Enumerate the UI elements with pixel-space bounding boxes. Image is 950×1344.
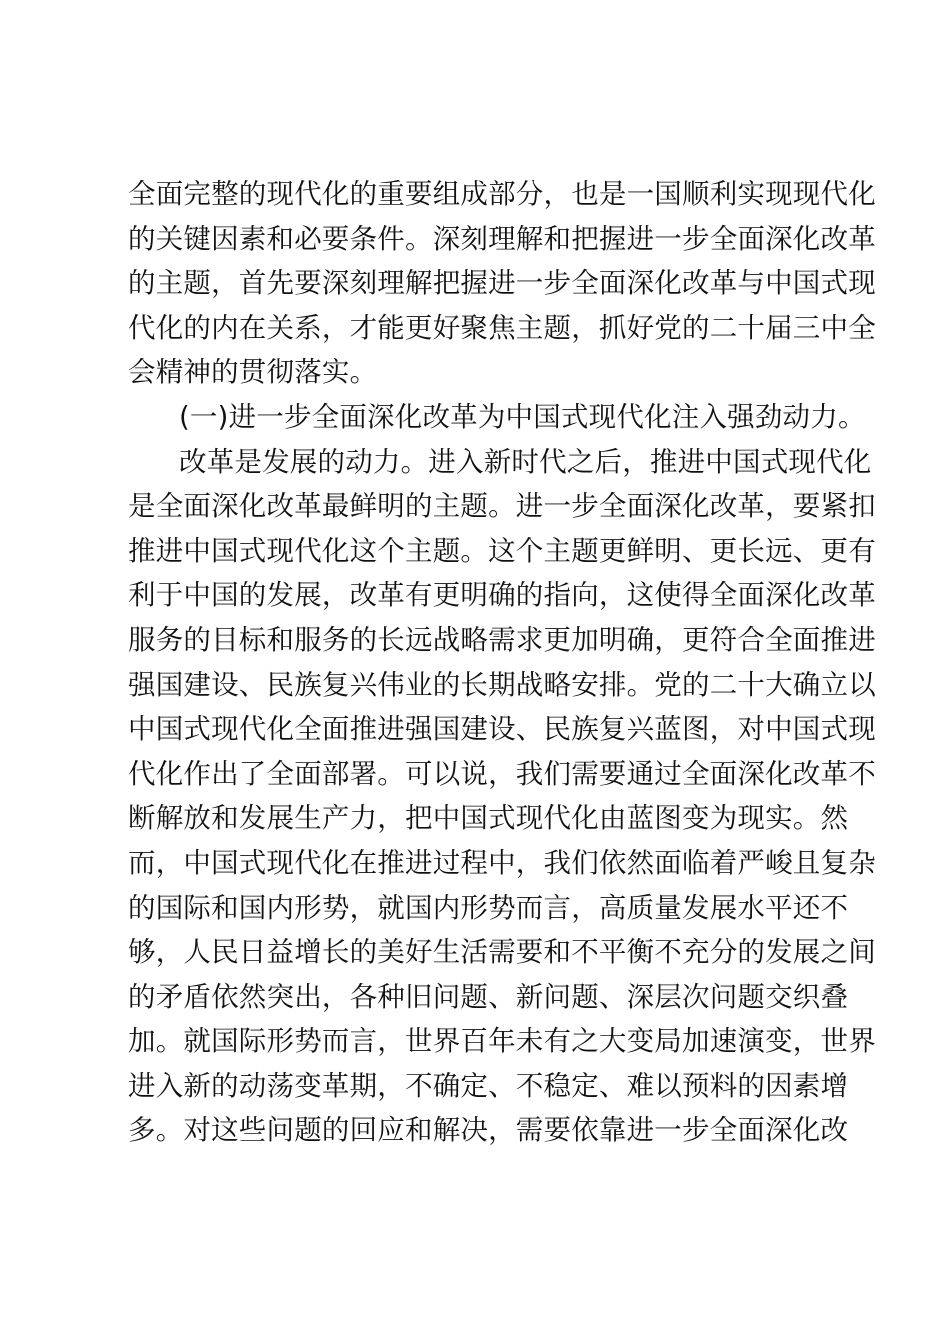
text-line: 够，人民日益增长的美好生活需要和不平衡不充分的发展之间 [128, 936, 876, 969]
text-line: 多。对这些问题的回应和解决，需要依靠进一步全面深化改 [128, 1114, 849, 1147]
text-line: 代化的内在关系，才能更好聚焦主题，抓好党的二十届三中全 [128, 311, 876, 344]
section-heading: (一)进一步全面深化改革为中国式现代化注入强劲动力。 [179, 400, 866, 433]
text-line: 的关键因素和必要条件。深刻理解和把握进一步全面深化改革 [128, 222, 876, 255]
text-line: 进入新的动荡变革期，不确定、不稳定、难以预料的因素增 [128, 1069, 849, 1102]
paragraph-first-line: 改革是发展的动力。进入新时代之后，推进中国式现代化 [179, 445, 872, 478]
text-line: 推进中国式现代化这个主题。这个主题更鲜明、更长远、更有 [128, 534, 876, 567]
text-line: 服务的目标和服务的长远战略需求更加明确，更符合全面推进 [128, 623, 876, 656]
text-line: 中国式现代化全面推进强国建设、民族复兴蓝图，对中国式现 [128, 713, 876, 746]
text-line: 而，中国式现代化在推进过程中，我们依然面临着严峻且复杂 [128, 846, 876, 879]
text-line: 会精神的贯彻落实。 [128, 356, 378, 389]
document-body [128, 172, 876, 1153]
text-line: 断解放和发展生产力，把中国式现代化由蓝图变为现实。然 [128, 802, 849, 835]
text-line: 加。就国际形势而言，世界百年未有之大变局加速演变，世界 [128, 1025, 876, 1058]
text-line: 利于中国的发展，改革有更明确的指向，这使得全面深化改革 [128, 579, 876, 612]
text-line: 强国建设、民族复兴伟业的长期战略安排。党的二十大确立以 [128, 668, 876, 701]
text-line: 的矛盾依然突出，各种旧问题、新问题、深层次问题交织叠 [128, 980, 849, 1013]
text-line: 代化作出了全面部署。可以说，我们需要通过全面深化改革不 [128, 757, 876, 790]
text-line: 是全面深化改革最鲜明的主题。进一步全面深化改革，要紧扣 [128, 490, 876, 523]
text-line: 的国际和国内形势，就国内形势而言，高质量发展水平还不 [128, 891, 849, 924]
text-line: 的主题，首先要深刻理解把握进一步全面深化改革与中国式现 [128, 267, 876, 300]
text-line: 全面完整的现代化的重要组成部分，也是一国顺利实现现代化 [128, 178, 876, 210]
